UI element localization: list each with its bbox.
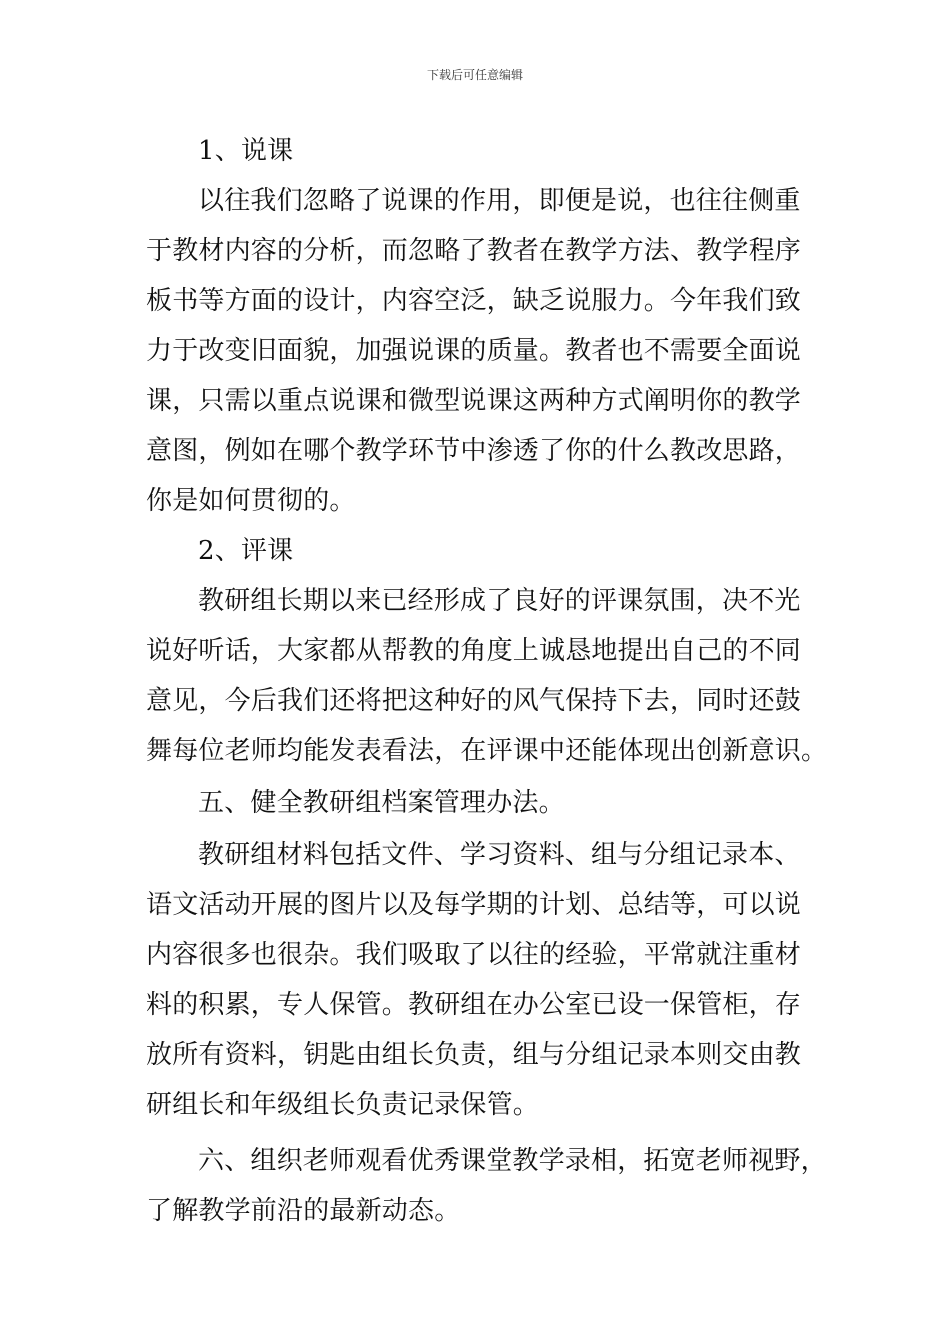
document-body: [146, 126, 826, 1236]
paragraph-line: 内容很多也很杂。我们吸取了以往的经验，平常就注重材: [146, 940, 802, 970]
paragraph-line: 了解教学前沿的最新动态。: [146, 1196, 461, 1226]
section-heading-pingke: 2、评课: [198, 536, 294, 566]
paragraph-line: 教研组长期以来已经形成了良好的评课氛围，决不光: [198, 586, 801, 616]
page-header-note: 下载后可任意编辑: [426, 68, 523, 82]
section-heading-six: 六、组织老师观看优秀课堂教学录相，拓宽老师视野，: [198, 1146, 827, 1176]
paragraph-line: 板书等方面的设计，内容空泛，缺乏说服力。今年我们致: [146, 286, 802, 316]
section-heading-five: 五、健全教研组档案管理办法。: [198, 788, 565, 818]
section-heading-shuoke: 1、说课: [198, 136, 294, 166]
paragraph-line: 语文活动开展的图片以及每学期的计划、总结等，可以说: [146, 890, 802, 920]
paragraph-line: 舞每位老师均能发表看法，在评课中还能体现出创新意识。: [146, 736, 828, 766]
paragraph-line: 说好听话，大家都从帮教的角度上诚恳地提出自己的不同: [146, 636, 802, 666]
paragraph-line: 意图，例如在哪个教学环节中渗透了你的什么教改思路，: [146, 436, 802, 466]
paragraph-line: 你是如何贯彻的。: [146, 486, 356, 516]
paragraph-line: 教研组材料包括文件、学习资料、组与分组记录本、: [198, 840, 801, 870]
paragraph-line: 以往我们忽略了说课的作用，即便是说，也往往侧重: [198, 186, 801, 216]
paragraph-line: 意见，今后我们还将把这种好的风气保持下去，同时还鼓: [146, 686, 802, 716]
paragraph-line: 研组长和年级组长负责记录保管。: [146, 1090, 540, 1120]
paragraph-line: 力于改变旧面貌，加强说课的质量。教者也不需要全面说: [146, 336, 802, 366]
paragraph-line: 课，只需以重点说课和微型说课这两种方式阐明你的教学: [146, 386, 802, 416]
paragraph-line: 料的积累，专人保管。教研组在办公室已设一保管柜，存: [146, 990, 802, 1020]
paragraph-line: 于教材内容的分析，而忽略了教者在教学方法、教学程序: [146, 236, 802, 266]
paragraph-line: 放所有资料，钥匙由组长负责，组与分组记录本则交由教: [146, 1040, 802, 1070]
